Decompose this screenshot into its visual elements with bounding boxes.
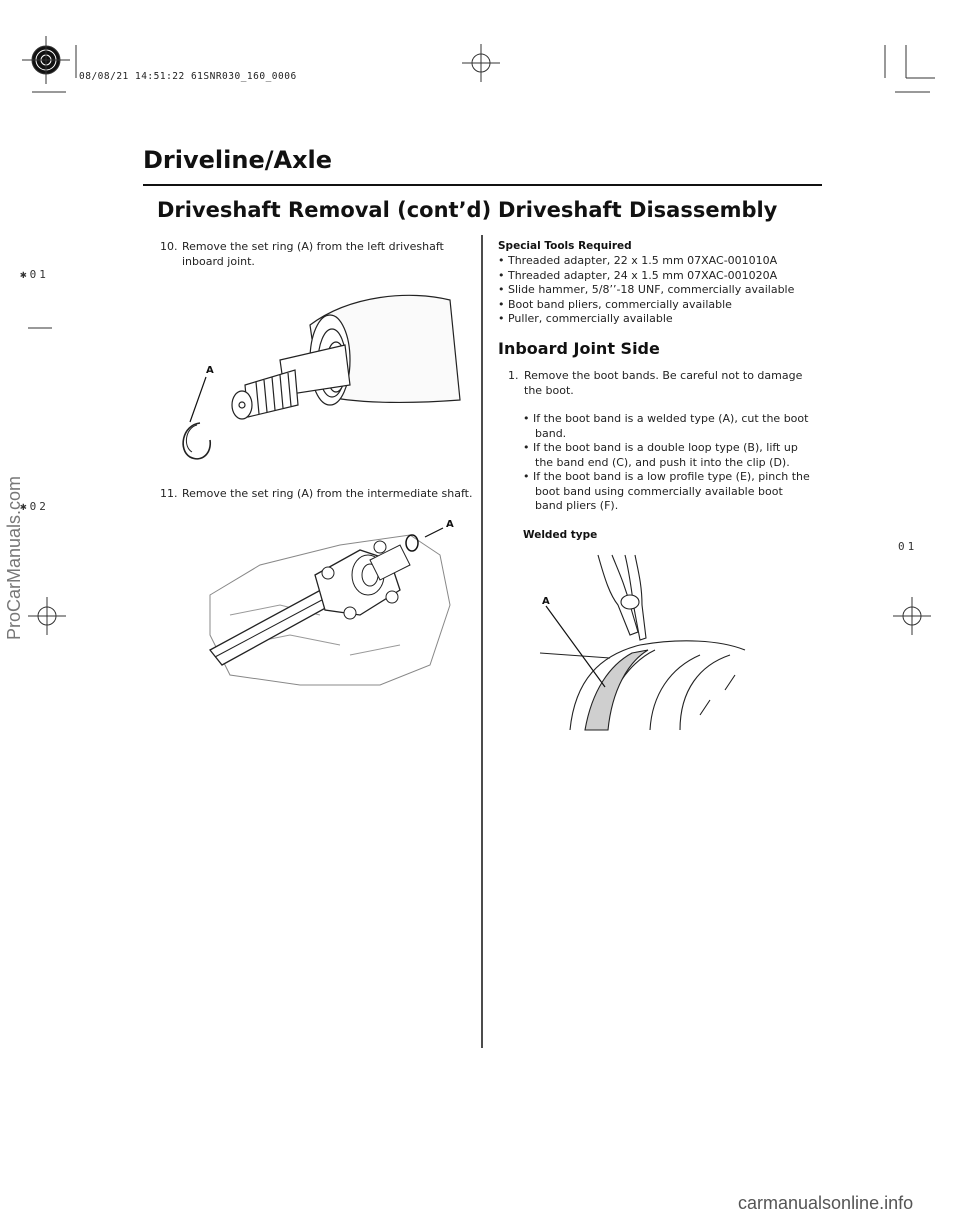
tool-item: • Threaded adapter, 22 x 1.5 mm 07XAC-001010A [498, 254, 778, 267]
side-mark-mid: ✱02 [20, 500, 49, 513]
footer-watermark: carmanualsonline.info [738, 1193, 914, 1213]
sub-bullet-low-profile: • If the boot band is a low profile type (E), pinch the boot band using commercially available boot band pliers (F). [523, 470, 810, 512]
special-tools-label: Special Tools Required [498, 240, 632, 252]
special-tools-list [498, 254, 818, 327]
tool-item: • Boot band pliers, commercially available [498, 297, 732, 311]
figure2-callout-a: A [446, 519, 454, 530]
page-title: Driveline/Axle [143, 146, 333, 174]
side-mark-top: ✱01 [20, 268, 49, 281]
step-1-line-1: Remove the boot bands. Be careful not to damage [524, 369, 803, 382]
figure-driveshaft-inboard-joint [160, 285, 480, 475]
step-11-number: 11. [160, 487, 178, 500]
figure-intermediate-shaft [200, 515, 470, 695]
sub-bullet-double-loop: • If the boot band is a double loop type (B), lift up the band end (C), and push it into the clip (D). [523, 441, 798, 469]
step-10-line-1: Remove the set ring (A) from the left driveshaft [182, 240, 444, 253]
welded-type-label: Welded type [523, 529, 598, 541]
right-section-heading: Driveshaft Disassembly [498, 198, 778, 222]
step-10-line-2: inboard joint. [182, 254, 255, 268]
step-1-number: 1. [508, 369, 519, 382]
inboard-joint-subheading: Inboard Joint Side [498, 339, 660, 358]
figure3-callout-a: A [542, 596, 550, 607]
left-section-heading: Driveshaft Removal (cont’d) [157, 198, 492, 222]
side-mark-right: 01 [898, 540, 918, 553]
print-stamp: 08/08/21 14:51:22 61SNR030_160_0006 [79, 71, 297, 82]
figure1-callout-a: A [206, 365, 214, 376]
step-11-text: Remove the set ring (A) from the intermediate shaft. [182, 487, 473, 500]
sub-bullet-welded: • If the boot band is a welded type (A), cut the boot band. [523, 412, 809, 440]
figure-welded-boot-band [530, 550, 760, 740]
tool-item: • Threaded adapter, 24 x 1.5 mm 07XAC-001020A [498, 268, 778, 282]
step-1-line-2: the boot. [524, 383, 574, 397]
tool-item: • Puller, commercially available [498, 312, 673, 325]
step-10-number: 10. [160, 240, 178, 253]
sub-bullet-list [523, 412, 823, 514]
side-watermark: ProCarManuals.com [4, 475, 24, 640]
tool-item: • Slide hammer, 5/8’’-18 UNF, commercially available [498, 283, 795, 296]
